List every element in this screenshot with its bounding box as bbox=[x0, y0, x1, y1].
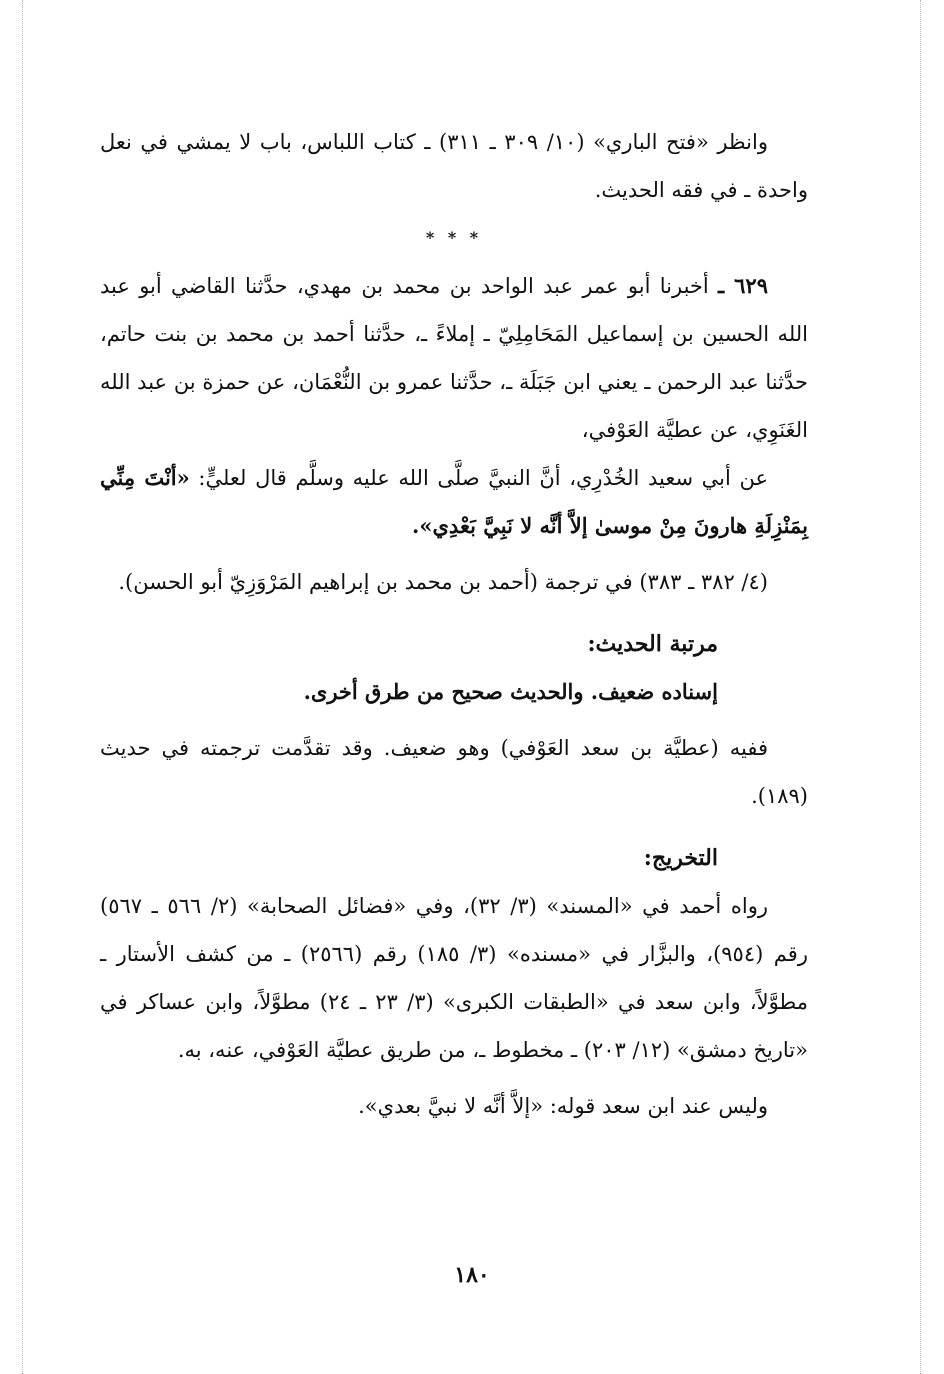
heading-hadith-rank: مرتبة الحديث: bbox=[587, 631, 718, 657]
hadith-matn-paragraph bbox=[100, 454, 808, 550]
page-number: ١٨٠ bbox=[454, 1262, 490, 1288]
page-edge-right bbox=[920, 0, 921, 1374]
heading-takhrij: التخريج: bbox=[643, 845, 718, 871]
hadith-rank-text: إسناده ضعيف. والحديث صحيح من طرق أخرى. bbox=[303, 679, 718, 704]
reference-paragraph: وانظر «فتح الباري» (١٠/ ٣٠٩ ـ ٣١١) ـ كتاب اللباس، باب لا يمشي في نعل واحدة ـ في فقه الحديث. bbox=[100, 130, 808, 202]
rank-explanation-paragraph: ففيه (عطيَّة بن سعد العَوْفي) وهو ضعيف. وقد تقدَّمت ترجمته في حديث (١٨٩). bbox=[100, 736, 808, 808]
hadith-matn-quote: «أنْتَ مِنِّي بِمَنْزِلَةِ هارونَ مِنْ موسىٰ إلاَّ أنَّه لا نَبِيَّ بَعْدِي». bbox=[100, 465, 808, 538]
hadith-number: ٦٢٩ ـ bbox=[718, 273, 768, 298]
hadith-isnad-text: أخبرنا أبو عمر عبد الواحد بن محمد بن مهدي، حدَّثنا القاضي أبو عبد الله الحسين بن إسماعيل المَحَامِلِيّ ـ إملاءً ـ، حدَّثنا أحمد بن محمد بن بنت حاتم، حدَّثنا عبد الرحمن ـ يعني ابن جَبَلَة ـ، حدَّثنا عمرو بن النُّعْمَان، عن حمزة بن عبد الله الغَنَوِي، عن عطيَّة العَوْفي، bbox=[100, 274, 808, 442]
source-reference-paragraph: (٤/ ٣٨٢ ـ ٣٨٣) في ترجمة (أحمد بن محمد بن إبراهيم المَرْوَزِيّ أبو الحسن). bbox=[118, 570, 768, 594]
closing-note-paragraph: وليس عند ابن سعد قوله: «إلاَّ أنَّه لا نبيَّ بعدي». bbox=[358, 1094, 768, 1118]
hadith-isnad-paragraph bbox=[100, 262, 808, 454]
section-separator: * * * bbox=[425, 228, 483, 247]
page-content bbox=[100, 118, 808, 1130]
takhrij-paragraph: رواه أحمد في «المسند» (٣/ ٣٢)، وفي «فضائل الصحابة» (٢/ ٥٦٦ ـ ٥٦٧) رقم (٩٥٤)، والبزَّار في «مسنده» (٣/ ١٨٥) رقم (٢٥٦٦) ـ من كشف الأستار ـ مطوَّلاً، وابن سعد في «الطبقات الكبرى» (٣/ ٢٣ ـ ٢٤) مطوَّلاً، وابن عساكر في «تاريخ دمشق» (١٢/ ٢٠٣) ـ مخطوط ـ، من طريق عطيَّة العَوْفي، عنه، به. bbox=[100, 894, 808, 1062]
hadith-matn-intro: عن أبي سعيد الخُدْرِي، أنَّ النبيَّ صلَّى الله عليه وسلَّم قال لعليٍّ: bbox=[198, 466, 768, 490]
page-edge-left bbox=[22, 0, 23, 1374]
